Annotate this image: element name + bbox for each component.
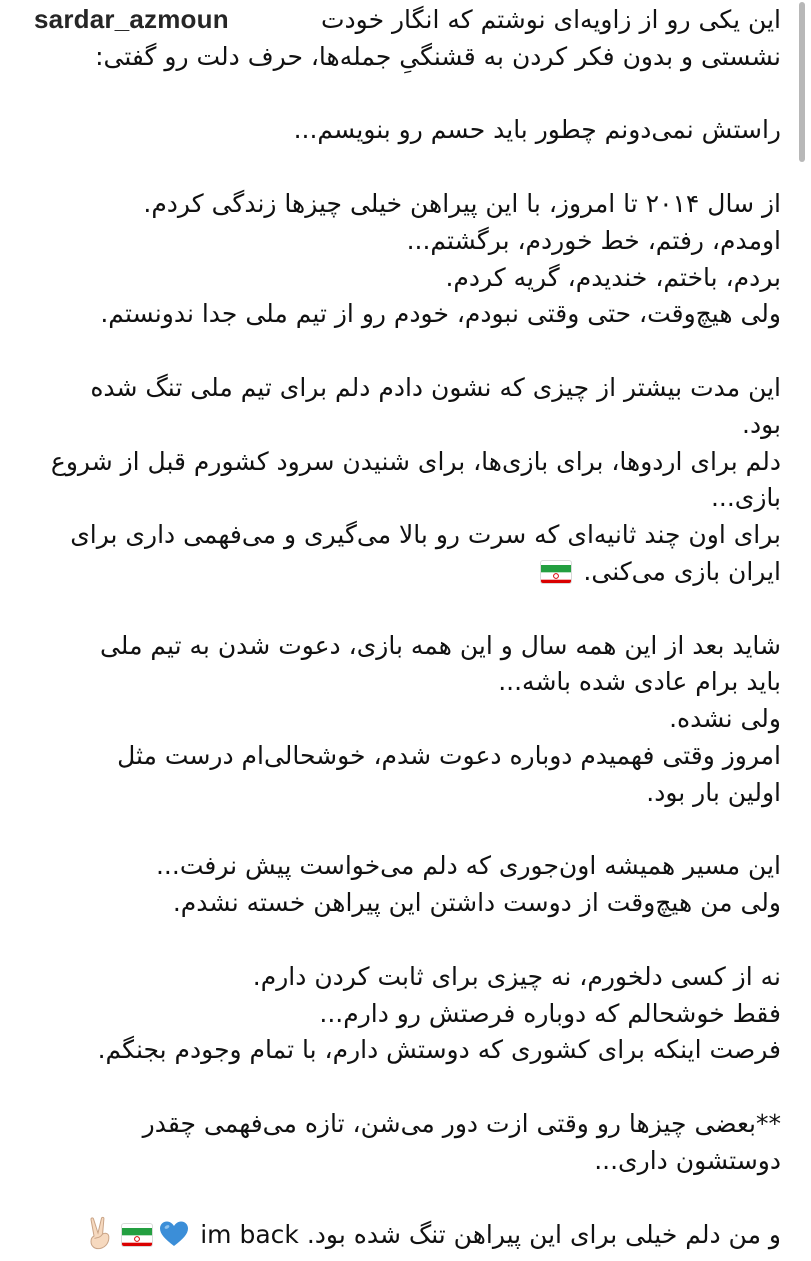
caption-line: ولی من هیچ‌وقت از دوست داشتن این پیراهن خسته نشدم.	[172, 888, 781, 918]
caption-line: نشستی و بدون فکر کردن به قشنگیِ جمله‌ها، حرف دلت رو گفتی:	[95, 41, 781, 71]
caption-line: بود.	[742, 409, 781, 439]
caption-line: **بعضی چیزها رو وقتی ازت دور می‌شن، تازه می‌فهمی چقدر	[142, 1108, 781, 1138]
caption-paragraph	[34, 370, 781, 591]
iran-flag-icon	[541, 561, 571, 583]
caption-line: ولی نشده.	[669, 704, 781, 734]
caption-line: باید برام عادی شده باشه...	[498, 667, 781, 697]
blue-heart-icon	[159, 1220, 189, 1248]
caption-paragraph	[34, 112, 781, 149]
caption-line-text: ایران بازی می‌کنی.	[583, 556, 781, 586]
caption-line: بردم، باختم، خندیدم، گریه کردم.	[445, 262, 781, 292]
caption-line: نه از کسی دلخورم، نه چیزی برای ثابت کردن دارم.	[252, 961, 781, 991]
caption-paragraph	[34, 628, 781, 812]
instagram-post-caption	[34, 0, 781, 1250]
caption-line: اولین بار بود.	[646, 777, 781, 807]
caption-line: فقط خوشحالم که دوباره فرصتش رو دارم...	[319, 998, 781, 1028]
caption-paragraph	[34, 1106, 781, 1180]
scrollbar-thumb[interactable]	[799, 2, 805, 162]
caption-line: این مدت بیشتر از چیزی که نشون دادم دلم برای تیم ملی تنگ شده	[90, 372, 781, 402]
victory-hand-icon	[85, 1216, 115, 1250]
caption-line: اومدم، رفتم، خط خوردم، برگشتم...	[406, 225, 781, 255]
iran-flag-icon	[122, 1224, 152, 1246]
caption-line: دوستشون داری...	[594, 1145, 781, 1175]
caption-line: این یکی رو از زاویه‌ای نوشتم که انگار خودت	[321, 5, 781, 34]
caption-closing-line	[34, 1216, 781, 1254]
caption-line: دلم برای اردوها، برای بازی‌ها، برای شنیدن سرود کشورم قبل از شروع	[50, 446, 781, 476]
caption-line: بازی...	[710, 483, 781, 513]
caption-line: برای اون چند ثانیه‌ای که سرت رو بالا می‌گیری و می‌فهمی داری برای	[70, 520, 781, 550]
closing-english-text: im back	[200, 1220, 299, 1250]
caption-line-with-flag	[34, 554, 781, 591]
caption-line: شاید بعد از این همه سال و این همه بازی، دعوت شدن به تیم ملی	[99, 630, 781, 660]
caption-line: امروز وقتی فهمیدم دوباره دعوت شدم، خوشحالی‌ام درست مثل	[117, 740, 781, 770]
caption-line: راستش نمی‌دونم چطور باید حسم رو بنویسم...	[293, 115, 781, 145]
caption-text	[34, 0, 781, 1254]
caption-paragraph	[34, 186, 781, 333]
caption-line: از سال ۲۰۱۴ تا امروز، با این پیراهن خیلی چیزها زندگی کردم.	[143, 188, 781, 218]
caption-paragraph	[34, 959, 781, 1069]
caption-line: ولی هیچ‌وقت، حتی وقتی نبودم، خودم رو از تیم ملی جدا ندونستم.	[100, 299, 781, 329]
caption-line: این مسیر همیشه اون‌جوری که دلم می‌خواست پیش نرفت...	[155, 851, 781, 881]
username-link[interactable]: sardar_azmoun	[34, 4, 229, 34]
closing-text: و من دلم خیلی برای این پیراهن تنگ شده بود.	[306, 1220, 781, 1250]
caption-closing	[34, 1216, 781, 1254]
caption-paragraph	[34, 848, 781, 922]
caption-line: فرصت اینکه برای کشوری که دوستش دارم، با تمام وجودم بجنگم.	[97, 1035, 781, 1065]
